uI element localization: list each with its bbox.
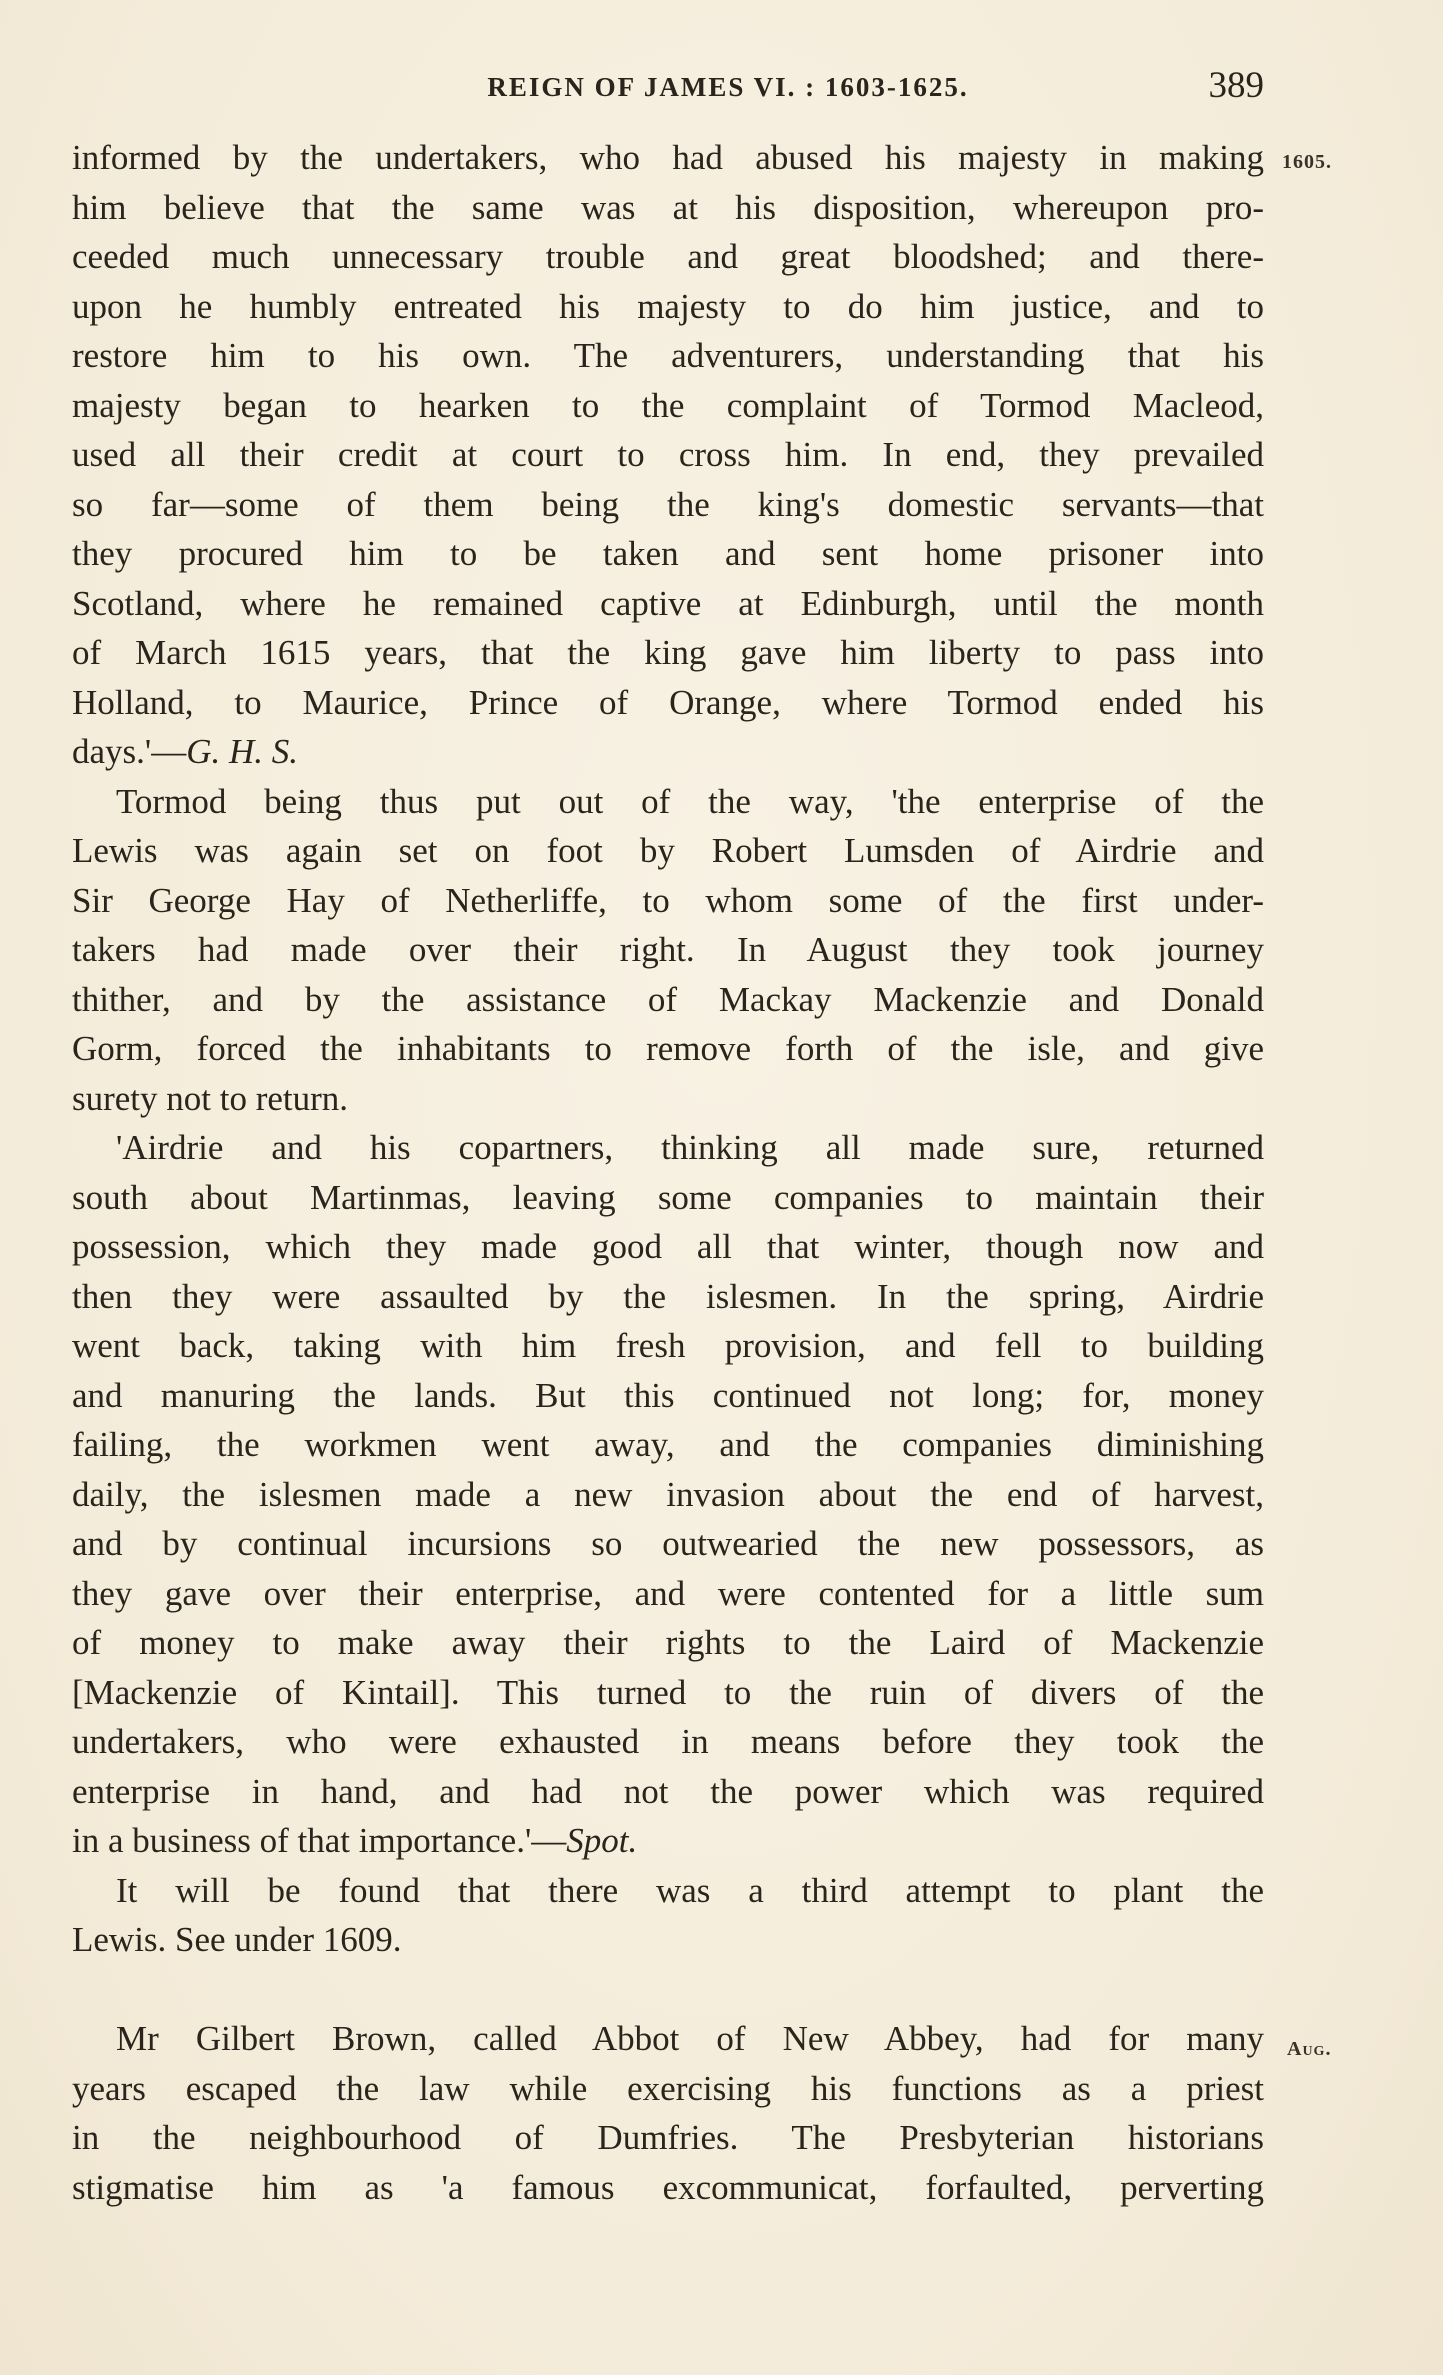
text-line: in the neighbourhood of Dumfries. The Presbyterian historians: [72, 2118, 1264, 2157]
text-line: of money to make away their rights to the Laird of Mackenzie: [72, 1623, 1264, 1662]
margin-note-month: Aug.: [1287, 2038, 1332, 2060]
text-line: Holland, to Maurice, Prince of Orange, where Tormod ended his: [72, 682, 1264, 722]
text-line: Scotland, where he remained captive at Edinburgh, until the month: [72, 583, 1264, 623]
text-line: him believe that the same was at his disposition, whereupon pro-: [72, 187, 1264, 227]
text-line: Lewis was again set on foot by Robert Lumsden of Airdrie and: [72, 831, 1264, 870]
section-break: [72, 1965, 1264, 2015]
text-line: Tormod being thus put out of the way, 'the enterprise of the: [116, 781, 1264, 821]
text-line: Gorm, forced the inhabitants to remove forth of the isle, and give: [72, 1029, 1264, 1068]
text-line: [72, 1816, 1264, 1866]
text-line: It will be found that there was a third attempt to plant the: [116, 1870, 1264, 1910]
text-line: failing, the workmen went away, and the companies diminishing: [72, 1425, 1264, 1464]
running-head: [72, 62, 1264, 112]
paragraph: [72, 1123, 1264, 1866]
text-line: informed by the undertakers, who had abused his majesty in making: [72, 138, 1264, 177]
text-line: they procured him to be taken and sent home prisoner into: [72, 534, 1264, 573]
text-line: stigmatise him as 'a famous excommunicat, forfaulted, perverting: [72, 2167, 1264, 2207]
paragraph: [72, 777, 1264, 1124]
source-citation: Spot.: [566, 1821, 638, 1860]
margin-note-year: 1605.: [1282, 151, 1332, 173]
text-line: upon he humbly entreated his majesty to do him justice, and to: [72, 286, 1264, 326]
text-line: Lewis. See under 1609.: [72, 1920, 402, 1959]
text-line: [72, 727, 1264, 777]
text-line: possession, which they made good all that winter, though now and: [72, 1227, 1264, 1266]
text-line: Mr Gilbert Brown, called Abbot of New Abbey, had for many: [116, 2019, 1264, 2058]
paragraph: [72, 133, 1264, 777]
text-line: 'Airdrie and his copartners, thinking all made sure, returned: [116, 1128, 1264, 1167]
text-line: enterprise in hand, and had not the power which was required: [72, 1771, 1264, 1811]
page-number: 389: [1208, 65, 1264, 106]
body-text: [72, 133, 1264, 2212]
running-title: REIGN OF JAMES VI. : 1603-1625.: [487, 72, 969, 102]
text-line: and manuring the lands. But this continued not long; for, money: [72, 1375, 1264, 1415]
text-line: ceeded much unnecessary trouble and great bloodshed; and there-: [72, 237, 1264, 276]
text-line: undertakers, who were exhausted in means before they took the: [72, 1722, 1264, 1761]
text-line: [Mackenzie of Kintail]. This turned to the ruin of divers of the: [72, 1672, 1264, 1712]
text-line: of March 1615 years, that the king gave him liberty to pass into: [72, 633, 1264, 672]
text-line: used all their credit at court to cross him. In end, they prevailed: [72, 435, 1264, 474]
text-line: surety not to return.: [72, 1078, 349, 1118]
text-line: Sir George Hay of Netherliffe, to whom some of the first under-: [72, 880, 1264, 920]
paragraph: [72, 1866, 1264, 1965]
line-text: days.'—: [72, 732, 187, 771]
text-line: then they were assaulted by the islesmen. In the spring, Airdrie: [72, 1276, 1264, 1316]
text-line: restore him to his own. The adventurers, understanding that his: [72, 336, 1264, 375]
text-line: thither, and by the assistance of Mackay Mackenzie and Donald: [72, 979, 1264, 1019]
text-line: and by continual incursions so outwearied the new possessors, as: [72, 1524, 1264, 1563]
text-line: so far—some of them being the king's domestic servants—that: [72, 484, 1264, 524]
text-line: majesty began to hearken to the complaint of Tormod Macleod,: [72, 385, 1264, 425]
text-line: years escaped the law while exercising his functions as a priest: [72, 2068, 1264, 2108]
text-line: they gave over their enterprise, and were contented for a little sum: [72, 1573, 1264, 1613]
text-line: south about Martinmas, leaving some companies to maintain their: [72, 1177, 1264, 1217]
text-line: went back, taking with him fresh provision, and fell to building: [72, 1326, 1264, 1365]
paragraph: [72, 2014, 1264, 2212]
line-text: in a business of that importance.'—: [72, 1821, 567, 1860]
source-citation: G. H. S.: [186, 732, 299, 771]
text-line: takers had made over their right. In August they took journey: [72, 930, 1264, 969]
text-line: daily, the islesmen made a new invasion about the end of harvest,: [72, 1474, 1264, 1514]
